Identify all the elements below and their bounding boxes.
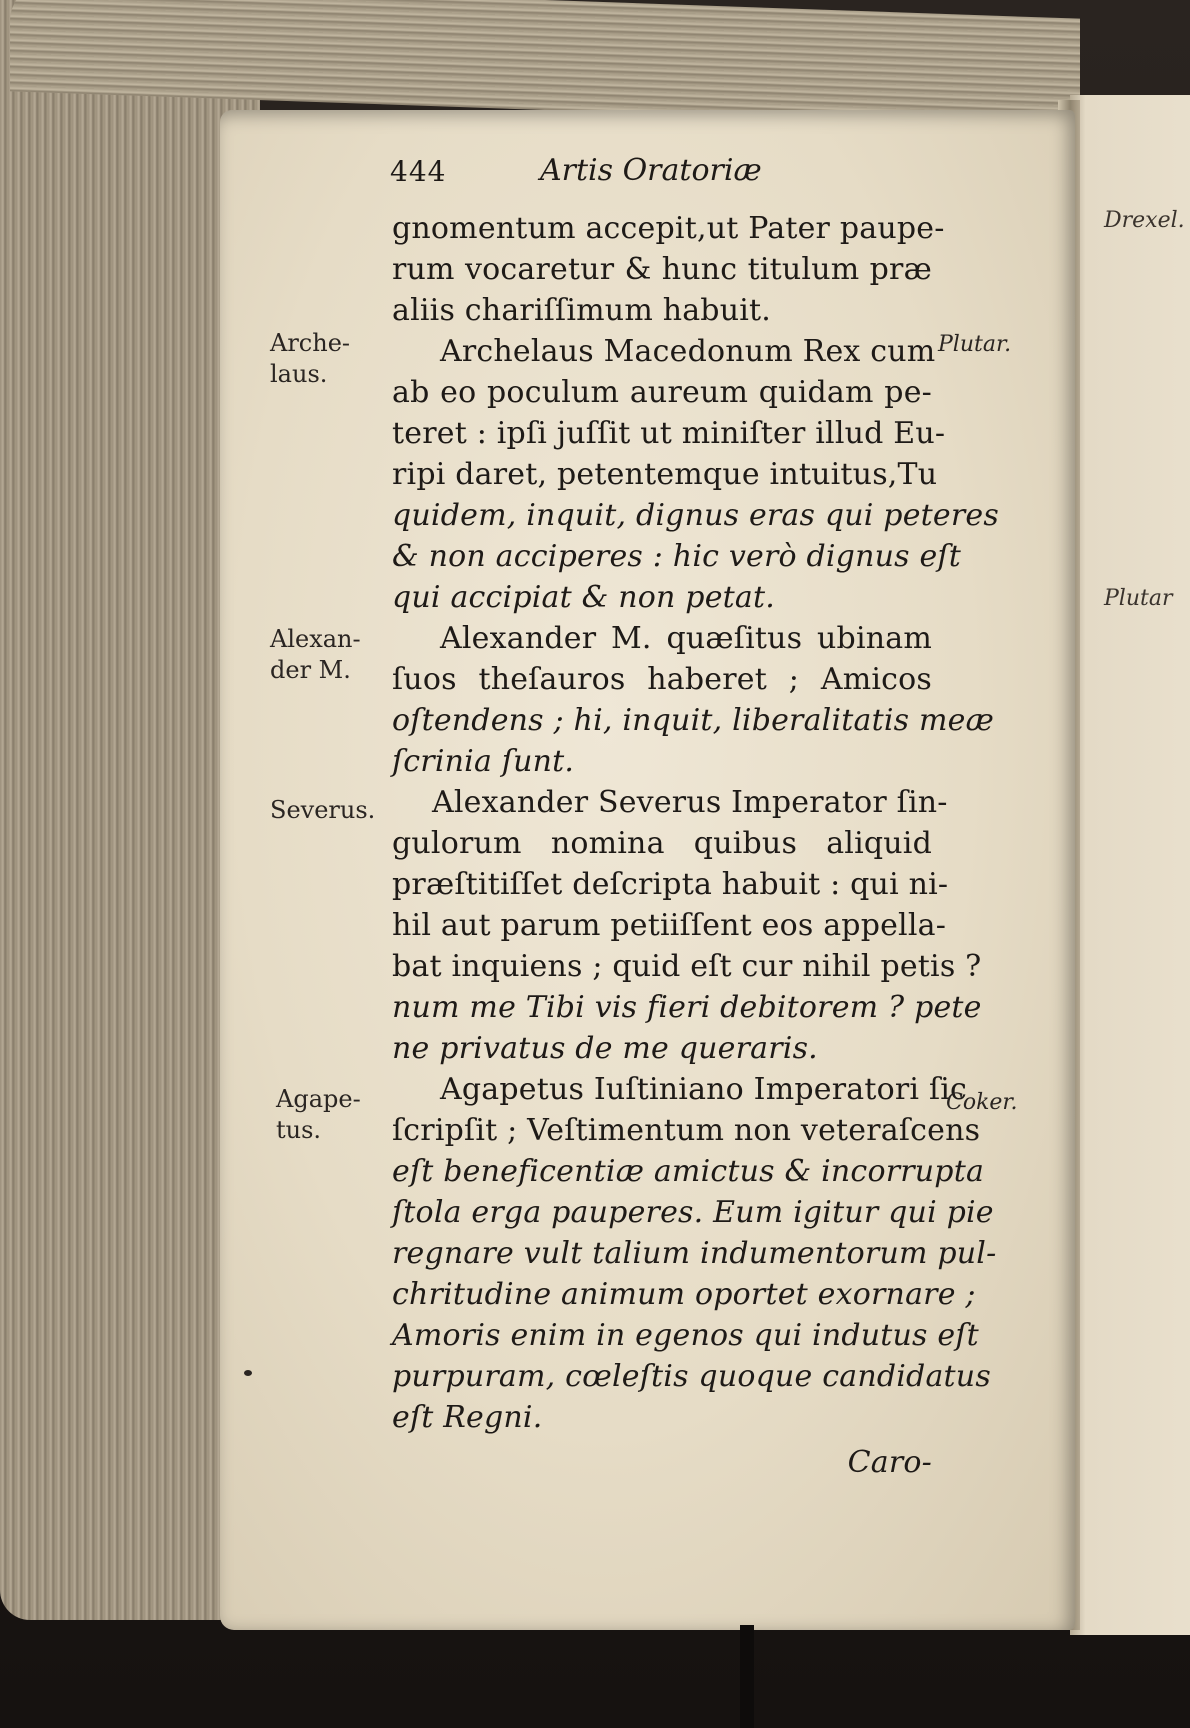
text-line: gnomentum accepit,ut Pater paupe- — [392, 211, 945, 246]
text-line: Alexander M. quæſitus ubinam — [440, 621, 932, 656]
text-line: gulorum nomina quibus aliquid — [392, 826, 932, 861]
text-line: aliis chariſſimum habuit. — [392, 293, 772, 328]
margin-note-severus — [270, 795, 375, 826]
margin-note-line: tus. — [276, 1116, 322, 1144]
text-line: ſtola erga pauperes. Eum igitur qui pie — [392, 1195, 994, 1230]
text-line: ne privatus de me queraris. — [392, 1031, 818, 1066]
text-line: eſt beneficentiæ amictus & incorrupta — [392, 1154, 985, 1189]
margin-note-archelaus — [270, 328, 350, 390]
text-line: qui accipiat & non petat. — [392, 580, 775, 615]
text-line: Amoris enim in egenos qui indutus eſt — [392, 1318, 979, 1353]
text-line: purpuram, cœleſtis quoque candidatus — [392, 1359, 991, 1394]
margin-note-alexander — [270, 624, 361, 686]
ink-spot — [244, 1370, 252, 1376]
text-line: Archelaus Macedonum Rex cum — [440, 334, 936, 369]
margin-note-line: Alexan- — [270, 625, 361, 653]
facing-note-plutar: Plutar — [1104, 586, 1173, 611]
margin-note-line: der M. — [270, 656, 351, 684]
text-line: ſcrinia ſunt. — [392, 744, 575, 779]
margin-note-line: Arche- — [270, 329, 351, 357]
text-line: teret : ipſi juſſit ut miniſter illud Eu- — [392, 416, 946, 451]
text-line: num me Tibi vis fieri debitorem ? pete — [392, 990, 982, 1025]
text-line: ſcripſit ; Veſtimentum non veteraſcens — [392, 1113, 981, 1148]
text-line: ripi daret, petentemque intuitus,Tu — [392, 457, 938, 492]
margin-note-line: Agape- — [276, 1085, 361, 1113]
text-line: regnare vult talium indumentorum pul- — [392, 1236, 997, 1271]
margin-note-line: Severus. — [270, 796, 376, 824]
text-line: Agapetus Iuſtiniano Imperatori ſic — [440, 1072, 968, 1107]
text-line: rum vocaretur & hunc titulum præ — [392, 252, 932, 287]
margin-note-line: laus. — [270, 360, 328, 388]
running-title: Artis Oratoriæ — [540, 153, 762, 188]
text-line: ſuos theſauros haberet ; Amicos — [392, 662, 932, 697]
text-line: eſt Regni. — [392, 1400, 543, 1435]
bookmark-ribbon — [740, 1625, 754, 1728]
text-line: & non acciperes : hic verò dignus eſt — [392, 539, 961, 574]
facing-note-drexel: Drexel. — [1104, 208, 1185, 233]
text-line: quidem, inquit, dignus eras qui peteres — [392, 498, 999, 533]
catchword: Caro- — [847, 1445, 932, 1480]
text-line: bat inquiens ; quid eſt cur nihil petis ? — [392, 949, 982, 984]
page-number: 444 — [390, 155, 447, 188]
text-line: præſtitiſſet deſcripta habuit : qui ni- — [392, 867, 949, 902]
margin-note-agapetus — [276, 1084, 361, 1146]
facing-page — [1070, 95, 1190, 1635]
text-line: ab eo poculum aureum quidam pe- — [392, 375, 932, 410]
source-note-coker: Coker. — [946, 1090, 1018, 1115]
text-line: hil aut parum petiiſſent eos appella- — [392, 908, 947, 943]
text-line: chritudine animum oportet exornare ; — [392, 1277, 976, 1312]
source-note-plutar: Plutar. — [938, 332, 1012, 357]
text-line: oſtendens ; hi, inquit, liberalitatis meæ — [392, 703, 994, 738]
text-line: Alexander Severus Imperator ſin- — [432, 785, 948, 820]
